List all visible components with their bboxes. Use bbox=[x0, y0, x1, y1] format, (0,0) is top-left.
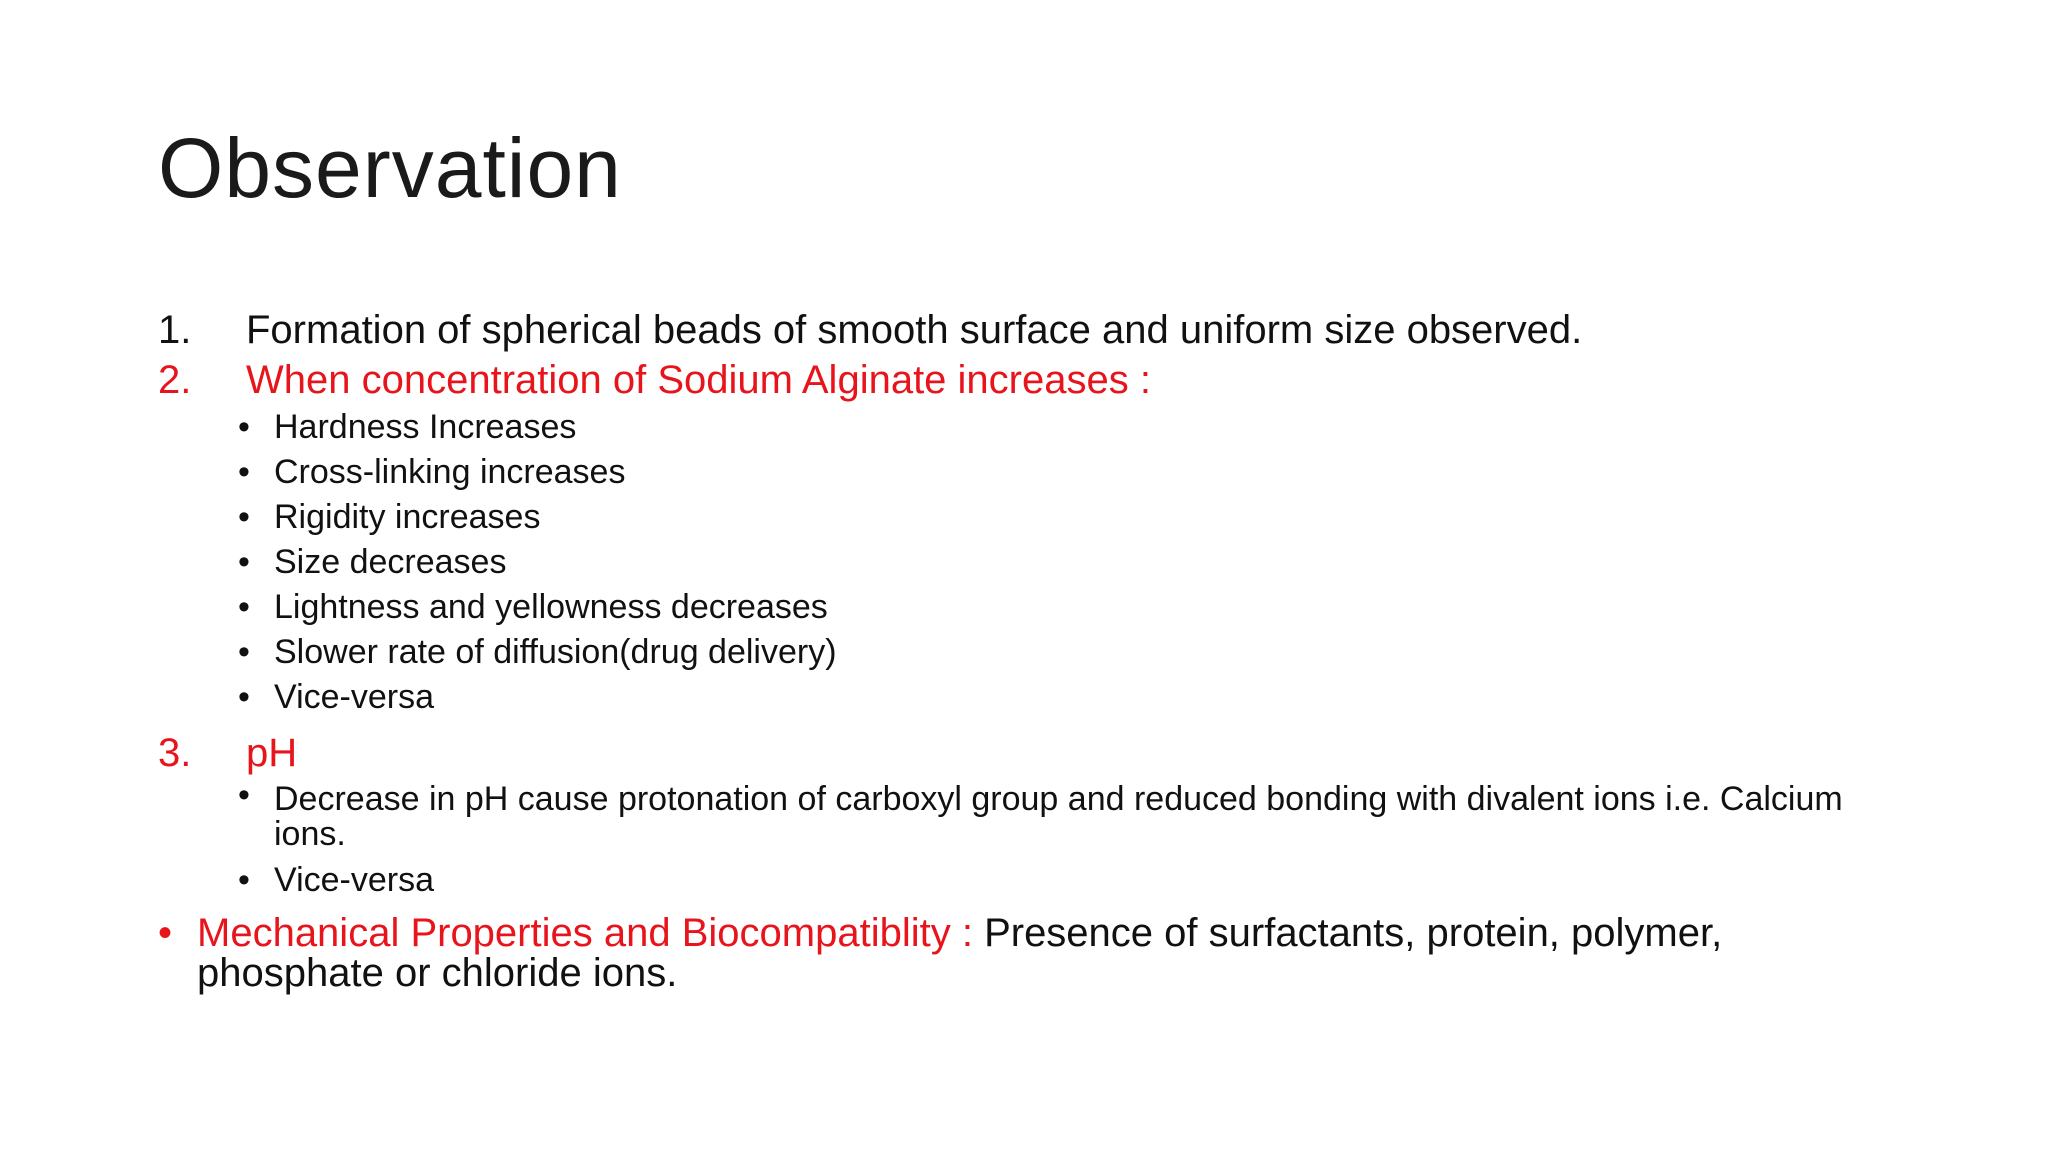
bullet-icon: • bbox=[238, 633, 250, 671]
bullet-icon: • bbox=[238, 861, 250, 899]
numbered-item-3 bbox=[158, 728, 1918, 778]
item-text: Formation of spherical beads of smooth surface and uniform size observed. bbox=[246, 308, 1583, 352]
list-item: • Size decreases bbox=[236, 540, 1918, 585]
list-item: • Vice-versa bbox=[236, 675, 1918, 720]
bullet-icon: • bbox=[238, 678, 250, 716]
numbered-item-1 bbox=[158, 305, 1918, 355]
bullet-icon: • bbox=[238, 498, 250, 536]
sub-bullet-list bbox=[158, 778, 1918, 903]
item-label: Mechanical Properties and Biocompatiblity : bbox=[197, 911, 985, 955]
list-item: • Slower rate of diffusion(drug delivery) bbox=[236, 630, 1918, 675]
numbered-item-2 bbox=[158, 355, 1918, 405]
item-text: Presence of surfactants, protein, polymer, phosphate or chloride ions. bbox=[197, 911, 1723, 995]
list-item: • Decrease in pH cause protonation of carboxyl group and reduced bonding with divalent ions i.e. Calcium ions. bbox=[238, 776, 1843, 853]
list-item: • Lightness and yellowness decreases bbox=[236, 585, 1918, 630]
bullet-icon: • bbox=[238, 588, 250, 626]
item-number: 3. bbox=[158, 731, 192, 775]
bullet-icon: • bbox=[238, 543, 250, 581]
bullet-icon: • bbox=[238, 453, 250, 491]
bullet-icon: • bbox=[238, 408, 250, 446]
slide-content bbox=[158, 305, 1918, 993]
item-number: 2. bbox=[158, 358, 192, 402]
list-item: • Vice-versa bbox=[236, 858, 1918, 903]
item-text: When concentration of Sodium Alginate increases : bbox=[246, 358, 1151, 402]
mechanical-properties-item bbox=[158, 913, 1918, 993]
bullet-icon: • bbox=[238, 776, 250, 814]
list-item: • Hardness Increases bbox=[236, 405, 1918, 450]
bullet-icon: • bbox=[158, 911, 173, 955]
list-item: • Rigidity increases bbox=[236, 495, 1918, 540]
sub-bullet-list bbox=[158, 405, 1918, 720]
item-number: 1. bbox=[158, 308, 192, 352]
item-text: pH bbox=[246, 731, 298, 775]
slide-title: Observation bbox=[158, 121, 622, 215]
list-item: • Cross-linking increases bbox=[236, 450, 1918, 495]
